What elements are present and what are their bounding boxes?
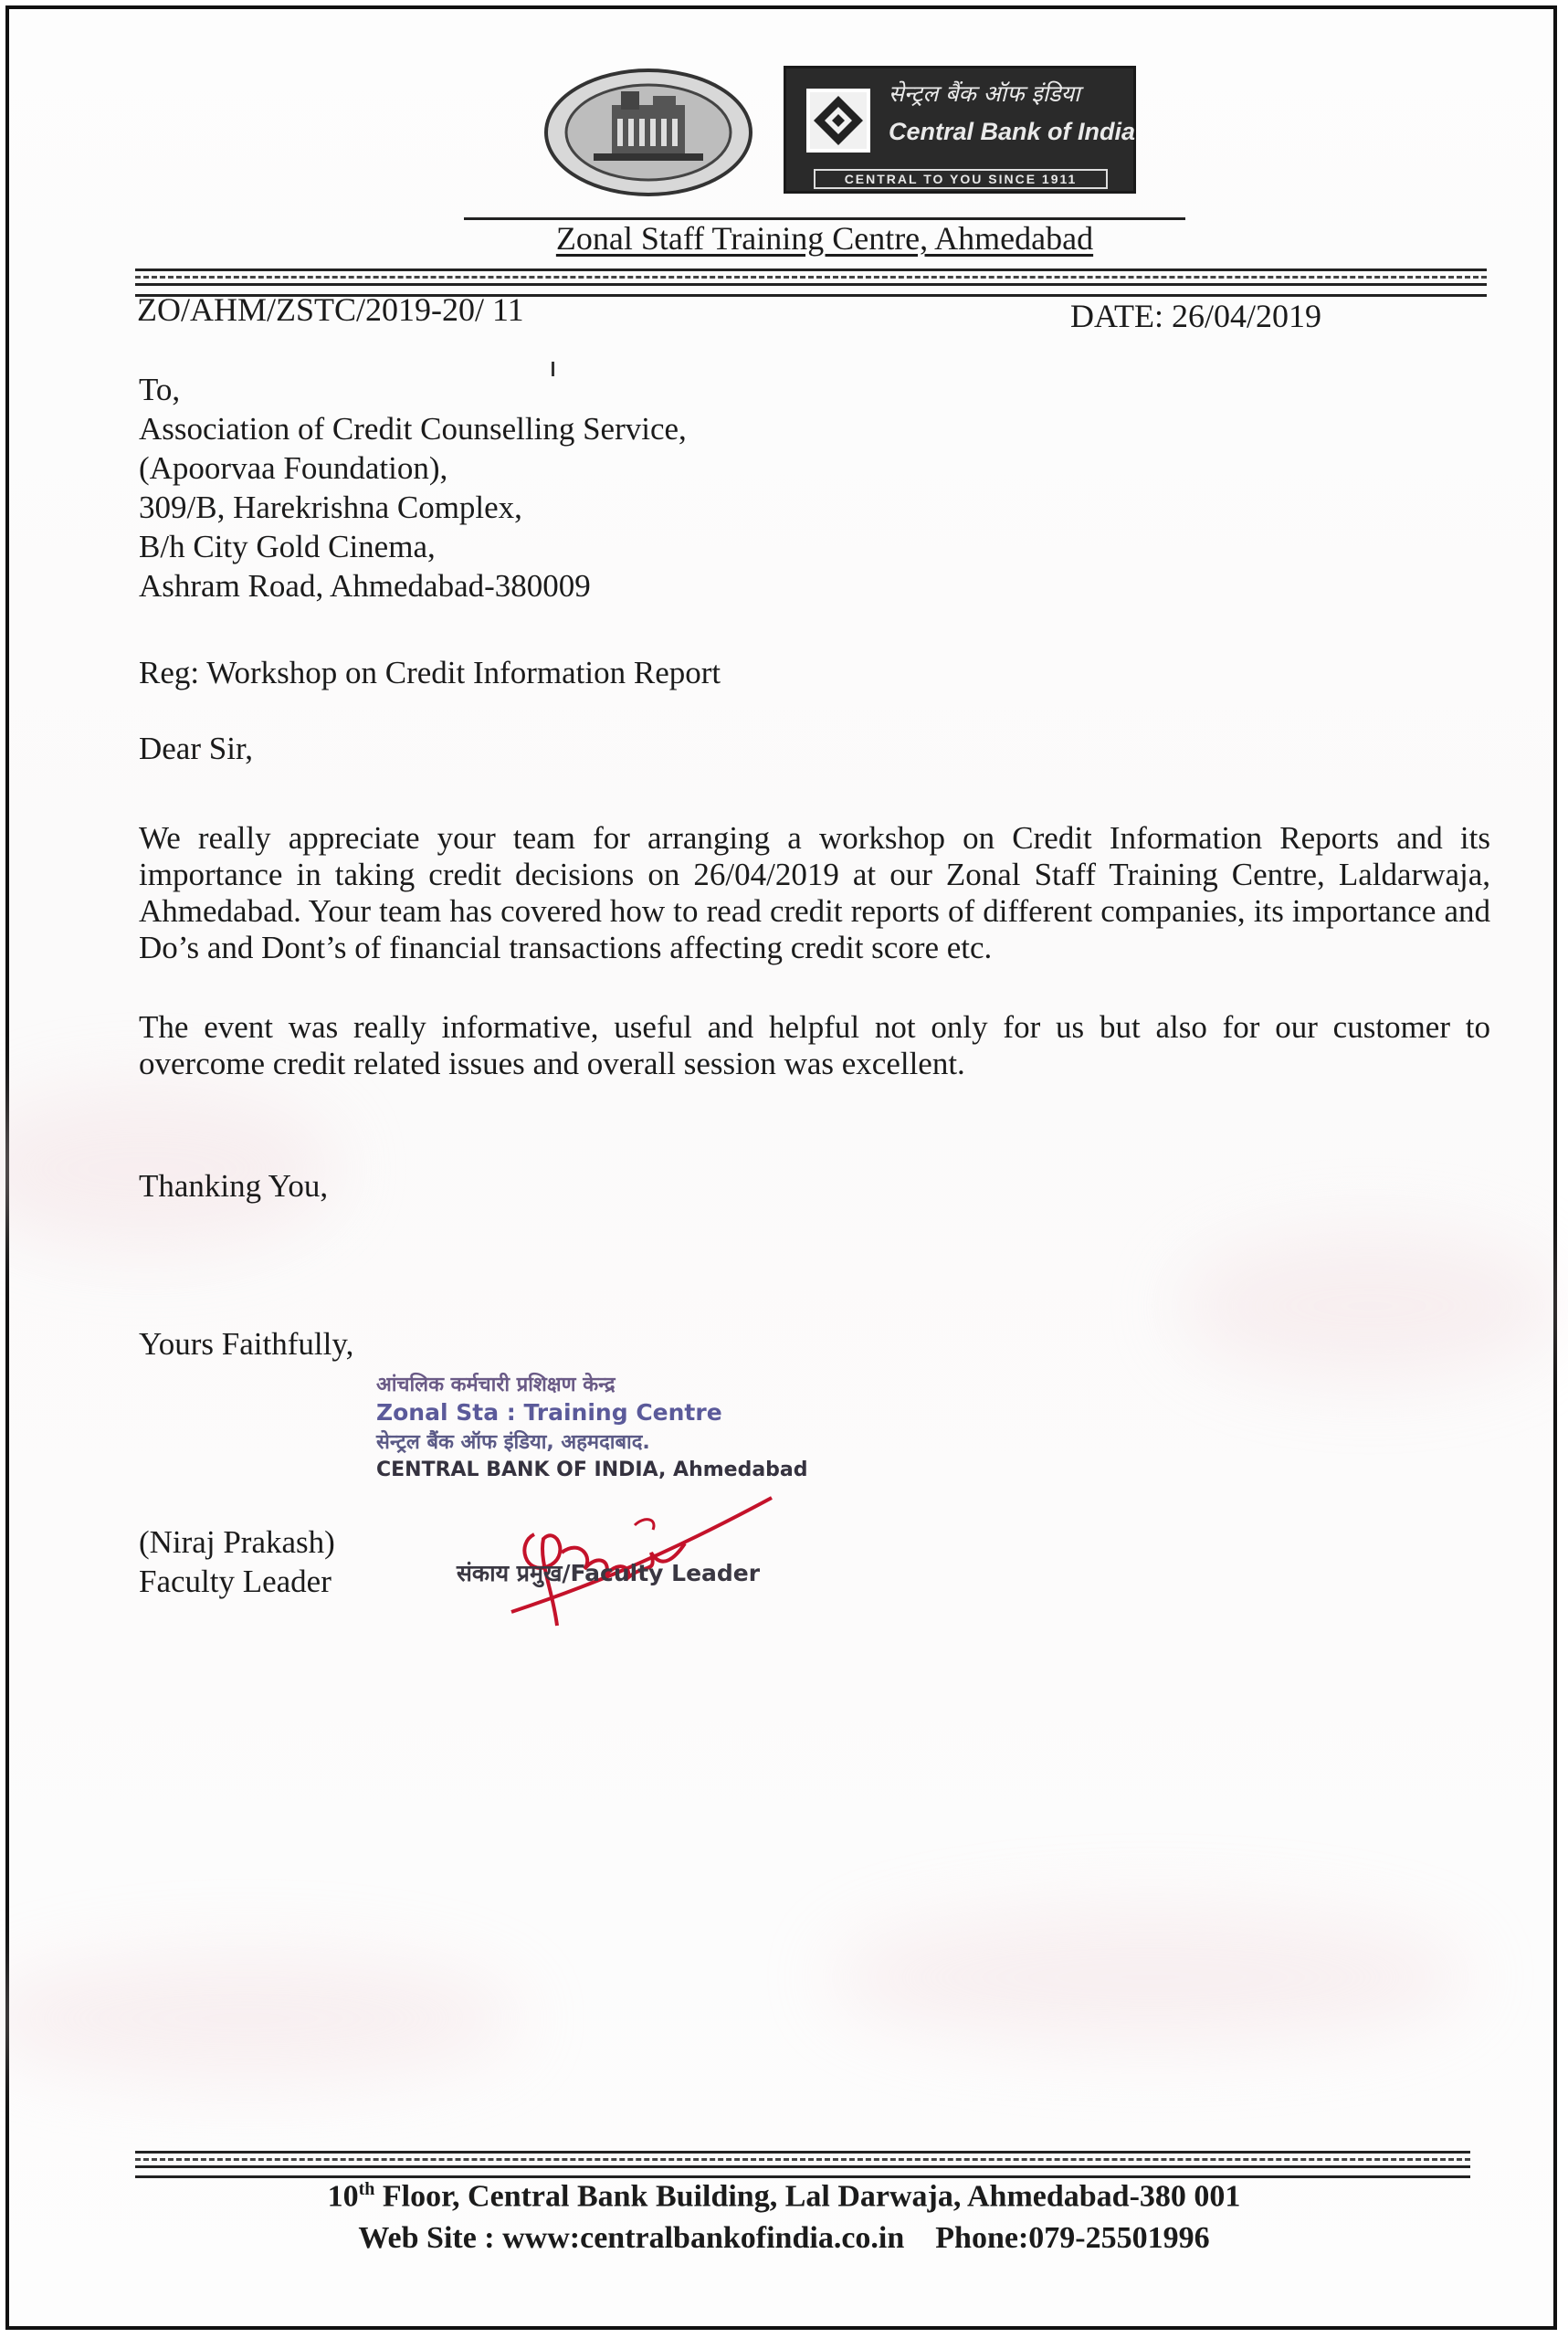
recipient-address — [139, 370, 687, 606]
logo-hindi-text: सेन्ट्रल बैंक ऑफ इंडिया — [889, 80, 1080, 107]
signatory-name: (Niraj Prakash) — [139, 1524, 335, 1560]
footer-address — [0, 2179, 1568, 2214]
address-line: To, — [139, 372, 181, 407]
body-paragraph-1: We really appreciate your team for arranging a workshop on Credit Information Reports and its importance in taking credit decisions on 26/04/2019 at our Zonal Staff Training Centre, Laldarwaja, Ahmedabad. Your team has covered how to read credit reports of different companies, its importance and Do’s and Dont’s of financial transactions affecting credit score etc. — [139, 820, 1490, 965]
paper-stain — [0, 1954, 521, 2082]
letter-date: DATE: 26/04/2019 — [1070, 298, 1321, 334]
footer-floor: 10 — [327, 2179, 359, 2214]
subject-line: Reg: Workshop on Credit Information Report — [139, 655, 721, 690]
stamp-line: Zonal Sta : Training Centre — [376, 1399, 722, 1426]
salutation: Dear Sir, — [139, 731, 253, 766]
footer-rule — [135, 2158, 1470, 2161]
body-paragraph-2: The event was really informative, useful and helpful not only for us but also for our customer to overcome credit related issues and overall session was excellent. — [139, 1009, 1490, 1081]
footer-floor-suffix: th — [358, 2179, 375, 2199]
stamp-line: आंचलिक कर्मचारी प्रशिक्षण केन्द्र — [376, 1374, 616, 1396]
reference-number: ZO/AHM/ZSTC/2019-20/ 11 — [137, 291, 524, 328]
header-rule — [135, 269, 1487, 271]
central-bank-logo — [784, 66, 1136, 194]
thanks-line: Thanking You, — [139, 1168, 329, 1204]
address-line: (Apoorvaa Foundation), — [139, 450, 448, 486]
stamp-line: CENTRAL BANK OF INDIA, Ahmedabad — [376, 1459, 808, 1481]
closing-line: Yours Faithfully, — [139, 1326, 354, 1362]
office-stamp — [376, 1370, 808, 1481]
header-rule — [135, 276, 1487, 279]
footer-phone: Phone:079-25501996 — [935, 2221, 1210, 2255]
address-line: Association of Credit Counselling Service, — [139, 411, 687, 447]
footer-rule — [135, 2151, 1470, 2154]
stamp-designation: संकाय प्रमुख/Faculty Leader — [457, 1560, 761, 1586]
paper-stain — [1178, 1233, 1562, 1379]
address-line: Ashram Road, Ahmedabad-380009 — [139, 568, 591, 604]
footer-contact — [0, 2221, 1568, 2256]
stamp-line: सेन्ट्रल बैंक ऑफ इंडिया, अहमदाबाद. — [376, 1431, 650, 1454]
footer-rule — [135, 2175, 1470, 2178]
address-line: B/h City Gold Cinema, — [139, 529, 436, 564]
letterhead-title: Zonal Staff Training Centre, Ahmedabad — [555, 220, 1094, 257]
header-rule — [135, 283, 1487, 286]
footer-rule — [135, 2165, 1470, 2168]
diamond-emblem-icon — [806, 89, 870, 153]
footer-address-text: Floor, Central Bank Building, Lal Darwaja, Ahmedabad-380 001 — [374, 2179, 1241, 2214]
bank-seal-logo — [539, 64, 758, 201]
logo-tagline: CENTRAL TO YOU SINCE 1911 — [814, 169, 1108, 189]
paper-stain — [831, 1909, 1470, 2046]
logo-english-text: Central Bank of India — [889, 118, 1136, 145]
signatory-block — [139, 1522, 335, 1601]
signatory-title: Faculty Leader — [139, 1564, 331, 1599]
footer-website: Web Site : www:centralbankofindia.co.in — [358, 2221, 905, 2255]
address-line: 309/B, Harekrishna Complex, — [139, 490, 522, 525]
